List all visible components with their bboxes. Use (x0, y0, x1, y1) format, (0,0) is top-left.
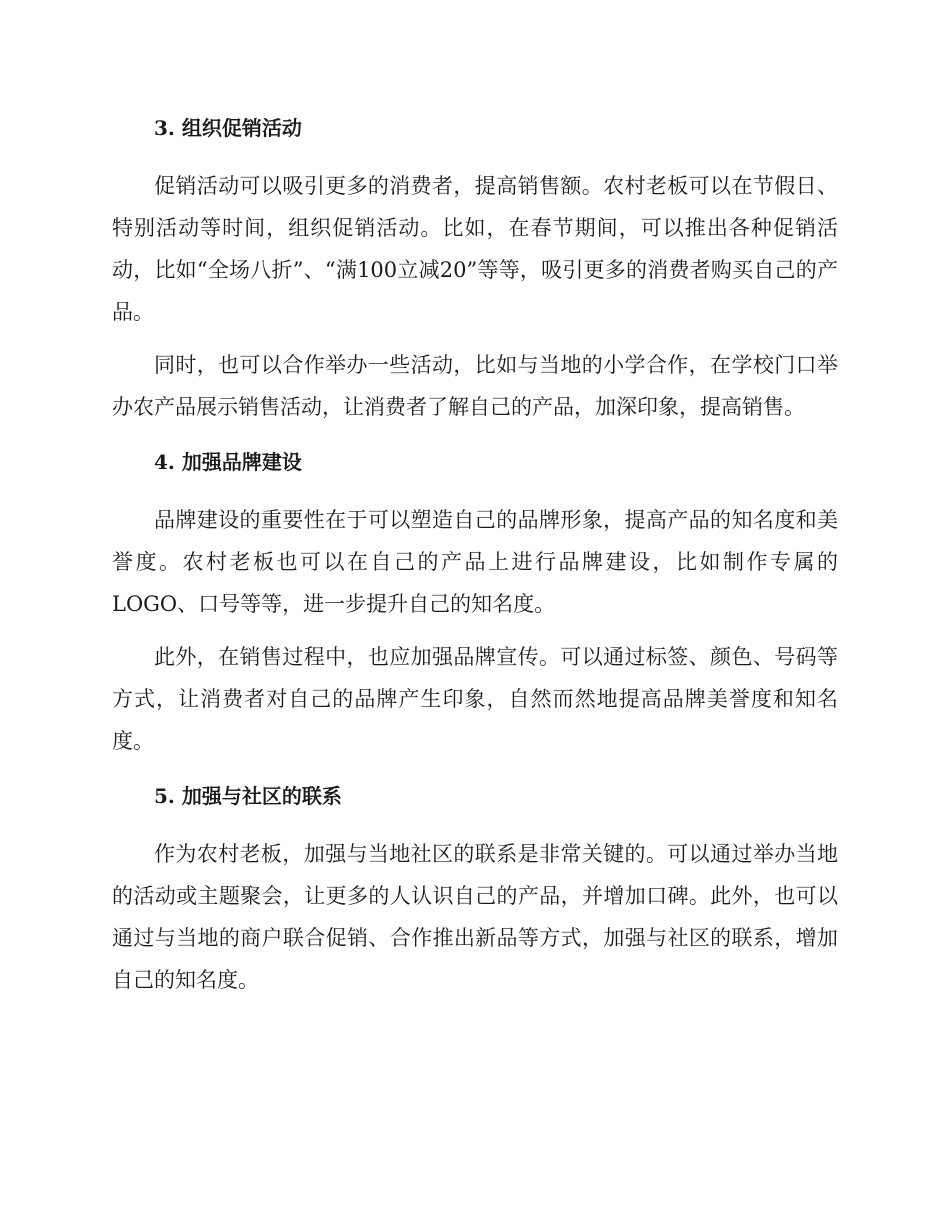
paragraph: 作为农村老板，加强与当地社区的联系是非常关键的。可以通过举办当地的活动或主题聚会，让更多的人认识自己的产品，并增加口碑。此外，也可以通过与当地的商户联合促销、合作推出新品等方式，加强与社区的联系，增加自己的知名度。 (112, 842, 838, 992)
paragraph: 促销活动可以吸引更多的消费者，提高销售额。农村老板可以在节假日、特别活动等时间，组织促销活动。比如，在春节期间，可以推出各种促销活动，比如“全场八折”、“满100立减20”等等，吸引更多的消费者购买自己的产品。 (112, 174, 838, 324)
section-heading: 3. 组织促销活动 (154, 116, 302, 140)
paragraph: 品牌建设的重要性在于可以塑造自己的品牌形象，提高产品的知名度和美誉度。农村老板也可以在自己的产品上进行品牌建设，比如制作专属的LOGO、口号等等，进一步提升自己的知名度。 (112, 508, 838, 616)
section-heading: 4. 加强品牌建设 (154, 450, 302, 474)
paragraph: 同时，也可以合作举办一些活动，比如与当地的小学合作，在学校门口举办农产品展示销售活动，让消费者了解自己的产品，加深印象，提高销售。 (112, 353, 838, 419)
section-brand-building (112, 448, 838, 762)
section-promotions (112, 114, 838, 428)
section-community (112, 782, 838, 1001)
paragraph: 此外，在销售过程中，也应加强品牌宣传。可以通过标签、颜色、号码等方式，让消费者对自己的品牌产生印象，自然而然地提高品牌美誉度和知名度。 (112, 645, 838, 753)
section-heading: 5. 加强与社区的联系 (154, 784, 342, 808)
